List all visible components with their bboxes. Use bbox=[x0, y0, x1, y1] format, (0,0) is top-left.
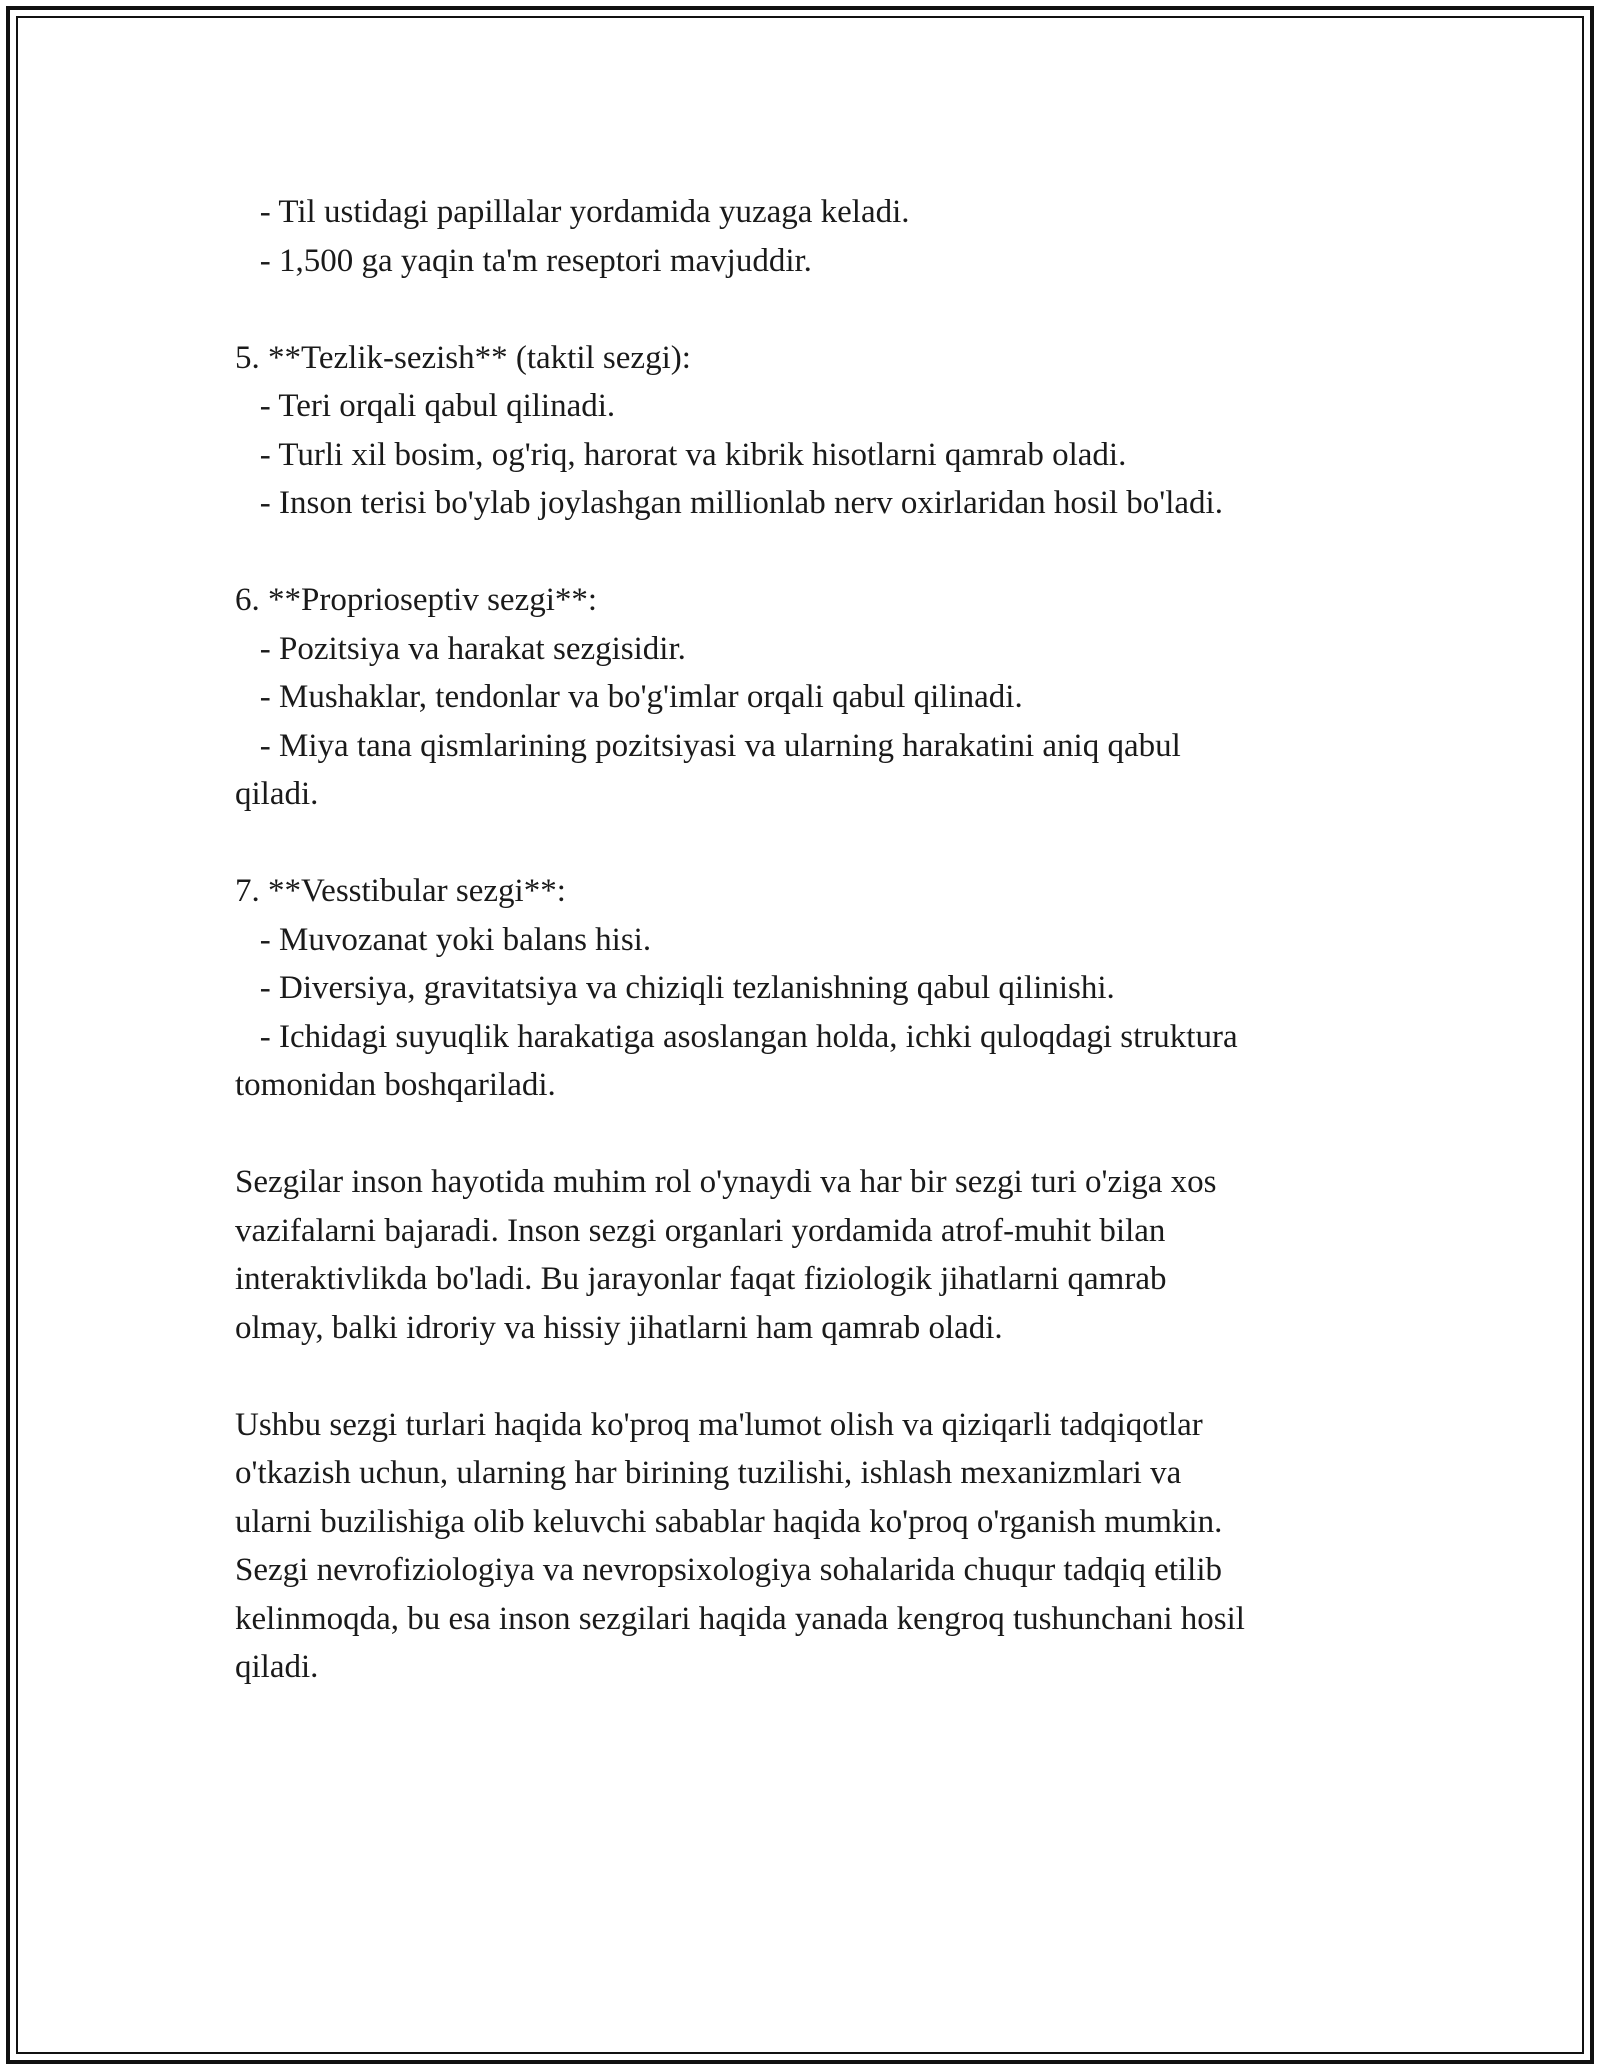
text-line: interaktivlikda bo'ladi. Bu jarayonlar faqat fiziologik jihatlarni qamrab bbox=[235, 1261, 1167, 1297]
text-line: - Pozitsiya va harakat sezgisidir. bbox=[235, 630, 686, 667]
text-line: kelinmoqda, bu esa inson sezgilari haqida yanada kengroq tushunchani hosil bbox=[235, 1600, 1245, 1637]
text-line: - Teri orqali qabul qilinadi. bbox=[235, 388, 616, 424]
text-line: qiladi. bbox=[235, 776, 319, 812]
text-line: - Muvozanat yoki balans hisi. bbox=[235, 921, 652, 958]
document-body bbox=[235, 188, 1375, 1692]
text-line: - Diversiya, gravitatsiya va chiziqli tezlanishning qabul qilinishi. bbox=[235, 970, 1115, 1006]
blank-line bbox=[235, 1352, 1375, 1401]
blank-line bbox=[235, 285, 1375, 334]
text-line: 5. **Tezlik-sezish** (taktil sezgi): bbox=[235, 339, 691, 376]
text-line: vazifalarni bajaradi. Inson sezgi organlari yordamida atrof-muhit bilan bbox=[235, 1212, 1166, 1249]
text-line: - Inson terisi bo'ylab joylashgan millionlab nerv oxirlaridan hosil bo'ladi. bbox=[235, 485, 1223, 521]
text-line: - Mushaklar, tendonlar va bo'g'imlar orqali qabul qilinadi. bbox=[235, 679, 1023, 715]
text-line: - 1,500 ga yaqin ta'm reseptori mavjuddir. bbox=[235, 242, 812, 279]
text-line: Sezgilar inson hayotida muhim rol o'ynaydi va har bir sezgi turi o'ziga xos bbox=[235, 1164, 1217, 1200]
text-line: o'tkazish uchun, ularning har birining tuzilishi, ishlash mexanizmlari va bbox=[235, 1455, 1182, 1491]
blank-line bbox=[235, 1110, 1375, 1159]
text-line: 7. **Vesstibular sezgi**: bbox=[235, 873, 566, 909]
text-line: - Til ustidagi papillalar yordamida yuzaga keladi. bbox=[235, 194, 910, 230]
text-line: qiladi. bbox=[235, 1649, 319, 1685]
text-line: 6. **Proprioseptiv sezgi**: bbox=[235, 582, 598, 618]
text-line: Ushbu sezgi turlari haqida ko'proq ma'lumot olish va qiziqarli tadqiqotlar bbox=[235, 1406, 1203, 1443]
text-line: - Miya tana qismlarining pozitsiyasi va ularning harakatini aniq qabul bbox=[235, 727, 1181, 764]
text-line: - Ichidagi suyuqlik harakatiga asoslangan holda, ichki quloqdagi struktura bbox=[235, 1018, 1238, 1055]
text-line: ularni buzilishiga olib keluvchi sabablar haqida ko'proq o'rganish mumkin. bbox=[235, 1503, 1223, 1540]
text-line: Sezgi nevrofiziologiya va nevropsixologiya sohalarida chuqur tadqiq etilib bbox=[235, 1552, 1222, 1588]
text-line: - Turli xil bosim, og'riq, harorat va kibrik hisotlarni qamrab oladi. bbox=[235, 436, 1127, 473]
text-line: tomonidan boshqariladi. bbox=[235, 1067, 556, 1103]
text-line: olmay, balki idroriy va hissiy jihatlarni ham qamrab oladi. bbox=[235, 1309, 1003, 1346]
blank-line bbox=[235, 819, 1375, 868]
blank-line bbox=[235, 528, 1375, 577]
